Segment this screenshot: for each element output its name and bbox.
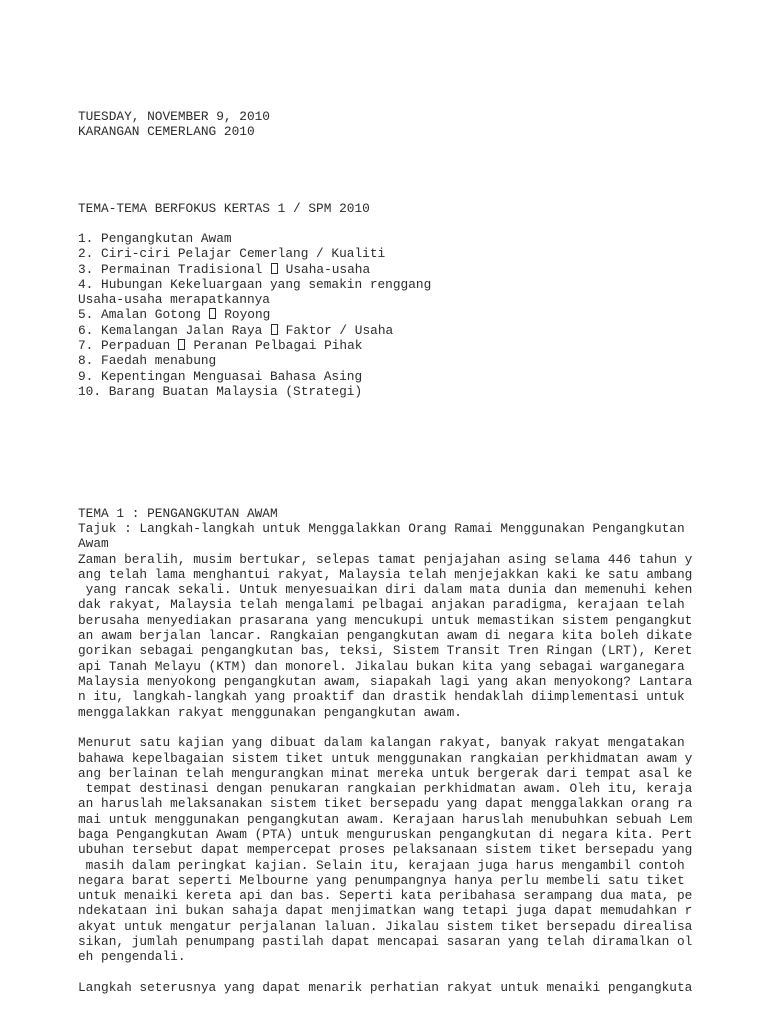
theme-item: Usaha-usaha merapatkannya [78,292,270,307]
paragraph-line: Zaman beralih, musim bertukar, selepas tamat penjajahan asing selama 446 tahun y [78,552,693,567]
paragraph-line: ang berlainan telah mengurangkan minat mereka untuk bergerak dari tempat asal ke [78,766,693,781]
paragraph-line: bahawa kepelbagaian sistem tiket untuk menggunakan rangkaian perkhidmatan awam y [78,751,693,766]
paragraph-line: tempat destinasi dengan penukaran rangkaian perkhidmatan awam. Oleh itu, keraja [78,781,693,796]
paragraph-line: sikan, jumlah penumpang pastilah dapat mencapai sasaran yang telah diramalkan ol [78,934,693,949]
paragraph-line: an awam berjalan lancar. Rangkaian pengangkutan awam di negara kita boleh dikate [78,628,693,643]
paragraph-line: Menurut satu kajian yang dibuat dalam kalangan rakyat, banyak rakyat mengatakan [78,735,685,750]
missing-glyph-icon [271,324,278,335]
missing-glyph-icon [209,308,216,319]
paragraph-line: api Tanah Melayu (KTM) dan monorel. Jikalau bukan kita yang sebagai warganegara [78,659,685,674]
paragraph-line: dak rakyat, Malaysia telah mengalami pelbagai anjakan paradigma, kerajaan telah [78,597,685,612]
paragraph-line: yang rancak sekali. Untuk menyesuaikan diri dalam mata dunia dan memenuhi kehen [78,582,693,597]
theme-item: 6. Kemalangan Jalan Raya Faktor / Usaha [78,323,394,338]
paragraph-line: menggalakkan rakyat menggunakan pengangkutan awam. [78,705,462,720]
theme-item: 3. Permainan Tradisional Usaha-usaha [78,262,371,277]
paragraph-line: ndekataan ini bukan sahaja dapat menjimatkan wang tetapi juga dapat memudahkan r [78,903,693,918]
blog-title: KARANGAN CEMERLANG 2010 [78,124,255,139]
paragraph-line: ubuhan tersebut dapat mempercepat proses pelaksanaan sistem tiket bersepadu yang [78,842,693,857]
paragraph-line: mai untuk menggunakan pengangkutan awam. Kerajaan haruslah menubuhkan sebuah Lem [78,812,693,827]
paragraph-3-start: Langkah seterusnya yang dapat menarik perhatian rakyat untuk menaiki pengangkuta [78,980,693,995]
missing-glyph-icon [178,339,185,350]
theme-item: 5. Amalan Gotong Royong [78,307,271,322]
tema1-tajuk: Tajuk : Langkah-langkah untuk Menggalakkan Orang Ramai Menggunakan Pengangkutan [78,521,685,536]
paragraph-line: ang telah lama menghantui rakyat, Malaysia telah menjejakkan kaki ke satu ambang [78,567,693,582]
theme-item: 8. Faedah menabung [78,353,217,368]
theme-item: 1. Pengangkutan Awam [78,231,232,246]
paragraph-line: n itu, langkah-langkah yang proaktif dan drastik hendaklah diimplementasi untuk [78,689,685,704]
paragraph-line: akyat untuk mengatur perjalanan laluan. Jikalau sistem tiket bersepadu direalisa [78,919,693,934]
paragraph-line: untuk menaiki kereta api dan bas. Seperti kata peribahasa serampang dua mata, pe [78,888,693,903]
paragraph-line: an haruslah melaksanakan sistem tiket bersepadu yang dapat menggalakkan orang ra [78,796,693,811]
tema1-heading: TEMA 1 : PENGANGKUTAN AWAM [78,506,278,521]
theme-item: 7. Perpaduan Peranan Pelbagai Pihak [78,338,363,353]
paragraph-line: baga Pengangkutan Awam (PTA) untuk menguruskan pengangkutan di negara kita. Pert [78,827,693,842]
themes-heading: TEMA-TEMA BERFOKUS KERTAS 1 / SPM 2010 [78,201,370,216]
post-date: TUESDAY, NOVEMBER 9, 2010 [78,109,270,124]
theme-item: 4. Hubungan Kekeluargaan yang semakin renggang [78,277,432,292]
paragraph-line: berusaha menyediakan prasarana yang mencukupi untuk memastikan sistem pengangkut [78,613,693,628]
theme-item: 2. Ciri-ciri Pelajar Cemerlang / Kualiti [78,246,386,261]
tema1-tajuk: Awam [78,536,109,551]
paragraph-line: Malaysia menyokong pengangkutan awam, siapakah lagi yang akan menyokong? Lantara [78,674,693,689]
paragraph-line: eh pengendali. [78,949,186,964]
paragraph-line: negara barat seperti Melbourne yang penumpangnya hanya perlu membeli satu tiket [78,873,685,888]
paragraph-line: masih dalam peringkat kajian. Selain itu, kerajaan juga harus mengambil contoh [78,858,685,873]
theme-item: 9. Kepentingan Menguasai Bahasa Asing [78,369,363,384]
theme-item: 10. Barang Buatan Malaysia (Strategi) [78,384,363,399]
paragraph-line: gorikan sebagai pengangkutan bas, teksi, Sistem Transit Tren Ringan (LRT), Keret [78,643,693,658]
missing-glyph-icon [271,263,278,274]
